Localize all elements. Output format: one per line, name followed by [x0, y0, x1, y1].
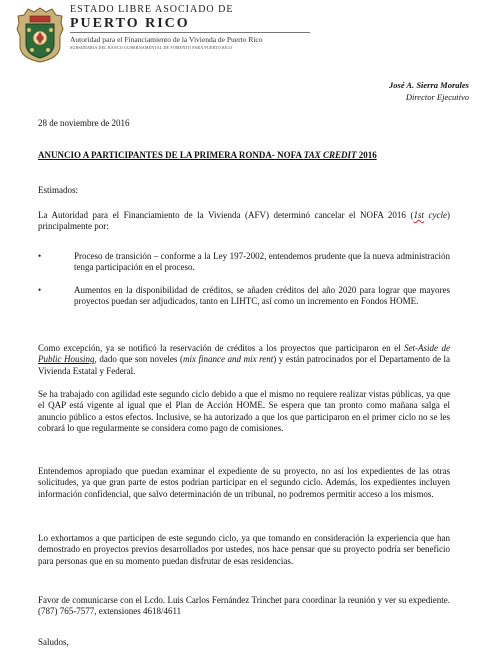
bullet-icon: • [38, 251, 42, 261]
letterhead-text [70, 4, 310, 50]
heading-main: ANUNCIO A PARTICIPANTES DE LA PRIMERA RONDA- NOFA [38, 150, 304, 160]
letterhead-line-4: SUBSIDIARIA DEL BANCO GUBERNAMENTAL DE FOMENTO PARA PUERTO RICO [70, 45, 233, 50]
puerto-rico-seal-icon [16, 6, 64, 64]
signer-title: Director Ejecutivo [405, 92, 469, 102]
closing: Saludos, [38, 637, 69, 647]
paragraph-contact: Favor de comunicarse con el Lcdo. Luis Carlos Fernández Trinchet para coordinar la reunión y ver su expediente. (787) 765-7577, extensiones 4618/4611 [38, 595, 450, 617]
signer-block [389, 79, 469, 103]
paragraph-exhortation: Lo exhortamos a que participen de este segundo ciclo, ya que tomando en consideración la experiencia que han demostrado en proyectos previos desarrollados por ustedes, nos hace pensar que su proyecto podría ser beneficio para personas que en su momento puedan disfrutar de esas residencias. [38, 533, 450, 566]
intro-1st: 1st [413, 210, 424, 220]
bullet-icon: • [38, 285, 42, 295]
para1-b: Set-Aside de [404, 343, 451, 353]
greeting: Estimados: [38, 185, 78, 195]
intro-a: La Autoridad para el Financiamiento de la Vivienda (AFV) determinó cancelar el NOFA 2016 ( [38, 210, 414, 220]
heading-tail: 2016 [356, 150, 377, 160]
bullet-item-1 [38, 251, 450, 274]
paragraph-files: Entendemos apropiado que puedan examinar el expediente de su proyecto, no así los expedientes de las otras solicitudes, ya que gran parte de estos podrían participar en el segundo ciclo. Además, los expedientes incluyen información confidencial, que salvo determinación de un tribunal, no podremos permitir acceso a los mismos. [38, 466, 450, 499]
letterhead-line-1: ESTADO LIBRE ASOCIADO DE [70, 4, 234, 15]
bullet-item-2 [38, 285, 450, 308]
para1-a: Como excepción, ya se notificó la reservación de créditos a los proyectos que participaron en el [38, 343, 405, 353]
letterhead [8, 2, 308, 72]
bullet-2-text: Aumentos en la disponibilidad de créditos, se añaden créditos del año 2020 para lograr que mayores proyectos puedan ser adjudicados, tanto en LIHTC, así como un incremento en Fondos HOME. [74, 285, 450, 307]
letterhead-line-2: PUERTO RICO [70, 16, 310, 33]
signer-name: José A. Sierra Morales [389, 80, 469, 90]
intro-cycle: cycle [423, 210, 447, 220]
para1-d: , dado que son noveles ( [94, 354, 183, 365]
para1-f: ) y están patrocinados por el Departamento de la Vivienda Estatal y Federal. [38, 354, 450, 376]
para1-e: mix finance and mix rent [182, 354, 274, 365]
bullet-1-text: Proceso de transición – conforme a la Ley 197-2002, entendemos prudente que la nueva administración tenga participación en el proceso. [74, 251, 450, 273]
letterhead-line-3: Autoridad para el Financiamiento de la Vivienda de Puerto Rico [70, 35, 263, 44]
paragraph-second-cycle: Se ha trabajado con agilidad este segundo ciclo debido a que el mismo no requiere realizar vistas públicas, ya que el QAP está vigente al igual que el Plan de Acción HOME. Se espera que tan pronto como mañana salga el anuncio público a estos efectos. Inclusive, se ha autorizado a que los que participaron en el primer ciclo no se les cobrará lo que regularmente se considera como pago de comisiones. [38, 389, 450, 433]
heading-italic: TAX CREDIT [303, 150, 357, 160]
intro-paragraph [38, 210, 450, 233]
letter-heading [38, 150, 377, 160]
intro-d: ) principalmente por: [38, 210, 450, 232]
letter-date: 28 de noviembre de 2016 [38, 118, 130, 128]
para1-c: Public Housing [38, 354, 95, 365]
paragraph-exception [38, 343, 450, 377]
